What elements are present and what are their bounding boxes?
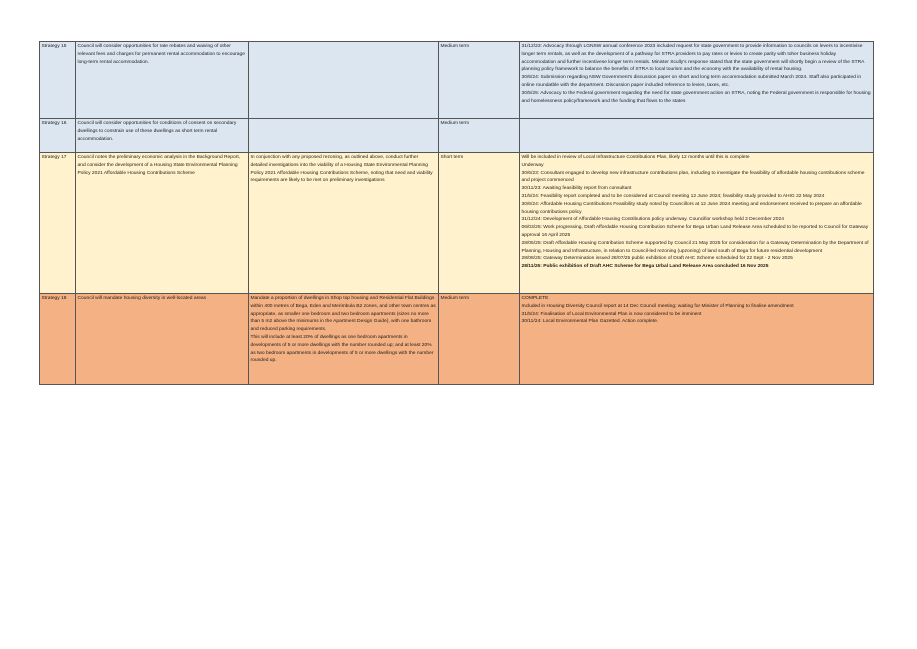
strategy-table xyxy=(39,41,874,385)
status-line: Included in Housing Diversity Council report at 14 Dec Council meeting; waiting for Minister of Planning to finalise amendment xyxy=(521,303,794,309)
timeframe-cell: Medium term xyxy=(439,294,520,385)
action-cell: Council will consider opportunities for conditions of consent on secondary dwellings to constrain use of these dwellings as short term rental accommodation. xyxy=(76,119,249,153)
status-cell xyxy=(520,294,874,385)
status-line: 28/08/25: Gateway Determination issued 28/07/25 public exhibition of Draft AHC Scheme scheduled for 22 Sept - 2 Nov 2025 xyxy=(521,256,793,262)
detail-cell xyxy=(249,119,439,153)
status-line: 30/6/24: Affordable Housing Contributions Feasibility study noted by Councillors at 12 June 2024 meeting and endorsement received to prepare an affordable housing contributions policy xyxy=(521,201,862,215)
status-line: 31/12/24: Development of Affordable Housing Contributions policy underway. Councillor workshop held 3 December 2024 xyxy=(521,217,784,223)
detail-cell: In conjunction with any proposed rezoning, as outlined above, conduct further detailed investigations into the viability of a Housing State Environmental Planning Policy 2021 Affordable Housing Contributions Scheme, noting that need and viability requirements are likely to be met on preliminary investigations xyxy=(249,153,439,294)
action-cell: Council notes the preliminary economic analysis in the Background Report, and consider the development of a Housing State Environmental Planning Policy 2021 Affordable Housing Contributions Scheme xyxy=(76,153,249,294)
timeframe-cell: Short term xyxy=(439,153,520,294)
status-line: 31/12/23: Advocacy through LGNSW annual conference 2023 included request for state government to provide information to councils on levers to incentivise longer term rentals, as well as the development of a pathway for STRA providers to pay rates or levies to create parity with toher business holiday accommodation and further incentivese longer term rentals. Minister Scully's response stated that the state government will shortly begin a review of the STRA planning policy framework to balance the benefits of STRA to local tourism and the economy with the availability of rental housing. xyxy=(521,44,865,73)
detail-cell xyxy=(249,294,439,385)
status-line: 30/6/24: Submission regarding NSW Government's discussion paper on short and long term accommodation submitted March 2024. Staff also participated in online roundatble with the department. Discussion paper included reference to levies, taxes, etc. xyxy=(521,75,862,88)
status-line: 31/5/24: Finalisation of Local Environmental Plan is now considered to be imminent xyxy=(521,311,702,317)
status-line: 30/6/23: Consultant engaged to develop new infrastructure contributions plan, including to investigate the feasibility of affordable housing contributions scheme and project commenced xyxy=(521,170,865,184)
table-row xyxy=(40,42,874,119)
strategy-cell: Strategy 16 xyxy=(40,119,76,153)
status-line: 30/5/25: Advocacy to the Federal government regarding the need for state government action on STRA, noting the Federal government is responsible for housing and homelessness policy/framework and the funding that flows to the states xyxy=(521,90,871,104)
strategy-cell: Strategy 15 xyxy=(40,42,76,119)
status-line: Underway xyxy=(521,162,544,168)
status-line: 30/11/23: Awaiting feasibility report from consultant xyxy=(521,186,632,192)
status-line-latest: 28/11/25: Public exhibition of Draft AHC Scheme for Bega Urbal Land Release Area concluded 16 Nov 2025 xyxy=(521,264,769,270)
detail-line: This will include at least 20% of dwellings as one bedroom apartments in developments of 5 or more dwellings with the number rounded up; and at least 20% as two bedroom apartments in developments of 5 or more dwellings with the number rounded up. xyxy=(250,334,434,364)
table-row xyxy=(40,153,874,294)
status-line: 06/03/25: Work progressing, Draft Affordable Housing Contribution Scheme for Bega Urban Land Release Area scheduled to be reported to Council for Gateway approval 16 April 2025 xyxy=(521,225,869,238)
status-line: COMPLETE xyxy=(521,296,549,301)
timeframe-cell: Medium term xyxy=(439,42,520,119)
action-cell: Council will consider opportunities for rate rebates and waiving of other relevant fees and charges for permanent rental accommodation to encourage long-term rental accommodation. xyxy=(76,42,249,119)
status-cell xyxy=(520,153,874,294)
detail-cell xyxy=(249,42,439,119)
strategy-cell: Strategy 18 xyxy=(40,294,76,385)
status-line: Will be included in review of Local Infrastructure Contributions Plan, likely 12 months until this is complete xyxy=(521,155,750,160)
strategy-cell: Strategy 17 xyxy=(40,153,76,294)
table-row xyxy=(40,294,874,385)
status-line: 28/05/25: Draft Affordable Housing Contribution Scheme supported by Council 21 May 2025 for consideration for a Gateway Determination by the Department of Planning, Housing and Infrastructure, in relation to Council-led rezoning (upzoning) of land south of Bega for future residential development xyxy=(521,240,869,254)
action-cell: Council will mandate housing diversity in well-located areas xyxy=(76,294,249,385)
status-line: 31/5/24: Feasibility report completed and to be considered at Council meeting 12 June 2024; feasibility study provided to AHIG 22 May 2024 xyxy=(521,193,825,199)
timeframe-cell: Medium term xyxy=(439,119,520,153)
status-cell xyxy=(520,119,874,153)
table-row xyxy=(40,119,874,153)
detail-line: Mandate a proportion of dwellings in Shop top housing and Residential Flat Buildings within 400 metres of Bega, Eden and Merimbula B2 zones, and other town centres as appropriate, as smaller one bedroom and two bedroom apartments (sizes no more than 5 m2 above the minimums in the Apartment Design Guide), with one bathroom and reduced parking requirements. xyxy=(250,296,436,333)
status-line: 30/11/24: Local Environmental Plan Gazetted. Action complete. xyxy=(521,319,659,325)
status-cell xyxy=(520,42,874,119)
